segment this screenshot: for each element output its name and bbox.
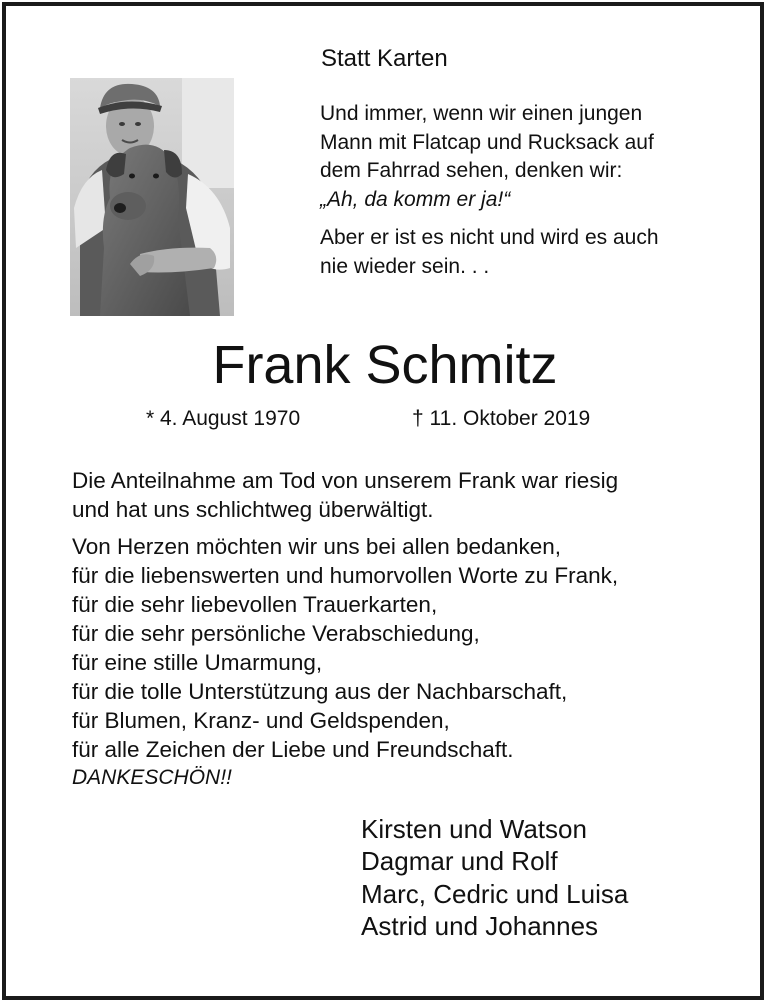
thanks-line: für alle Zeichen der Liebe und Freundschaft. (72, 737, 514, 762)
signer-name: Dagmar und Rolf (361, 846, 558, 877)
poem-line: dem Fahrrad sehen, denken wir: (320, 159, 623, 182)
statt-karten-heading: Statt Karten (321, 45, 448, 72)
portrait-photo (70, 78, 234, 316)
signer-name: Astrid und Johannes (361, 910, 599, 941)
thanks-paragraph-1 (72, 466, 712, 524)
thanks-line: für die sehr persönliche Verabschiedung, (72, 621, 480, 646)
thanks-line: und hat uns schlichtweg überwältigt. (72, 497, 434, 522)
thanks-text (72, 466, 712, 764)
birth-date: * 4. August 1970 (146, 407, 301, 430)
signer-name: Kirsten und Watson (361, 814, 587, 844)
poem-line: Aber er ist es nicht und wird es auch (320, 226, 659, 249)
memorial-poem (320, 100, 720, 281)
deceased-name: Frank Schmitz (212, 335, 558, 395)
poem-line: nie wieder sein. . . (320, 254, 490, 278)
thanks-line: für die liebenswerten und humorvollen Worte zu Frank, (72, 563, 619, 588)
thanks-line: für die sehr liebevollen Trauerkarten, (72, 592, 438, 617)
thanks-line: Die Anteilnahme am Tod von unserem Frank war riesig (72, 468, 619, 493)
thanks-line: für die tolle Unterstützung aus der Nachbarschaft, (72, 679, 568, 704)
poem-line: Mann mit Flatcap und Rucksack auf (320, 130, 654, 154)
poem-stanza-1 (320, 100, 708, 186)
poem-quote: „Ah, da komm er ja!“ (320, 187, 511, 211)
death-date: † 11. Oktober 2019 (412, 407, 591, 430)
signer-name: Marc, Cedric und Luisa (361, 878, 629, 909)
thanks-paragraph-2 (72, 532, 712, 764)
poem-stanza-2 (320, 224, 720, 281)
signers-list (361, 813, 628, 942)
portrait-man-with-dog-icon (70, 78, 234, 316)
closing-thanks: DANKESCHÖN!! (72, 766, 232, 789)
thanks-line: für eine stille Umarmung, (72, 650, 323, 675)
thanks-line: Von Herzen möchten wir uns bei allen bedanken, (72, 534, 562, 559)
thanks-line: für Blumen, Kranz- und Geldspenden, (72, 708, 450, 733)
poem-line: Und immer, wenn wir einen jungen (320, 102, 643, 125)
